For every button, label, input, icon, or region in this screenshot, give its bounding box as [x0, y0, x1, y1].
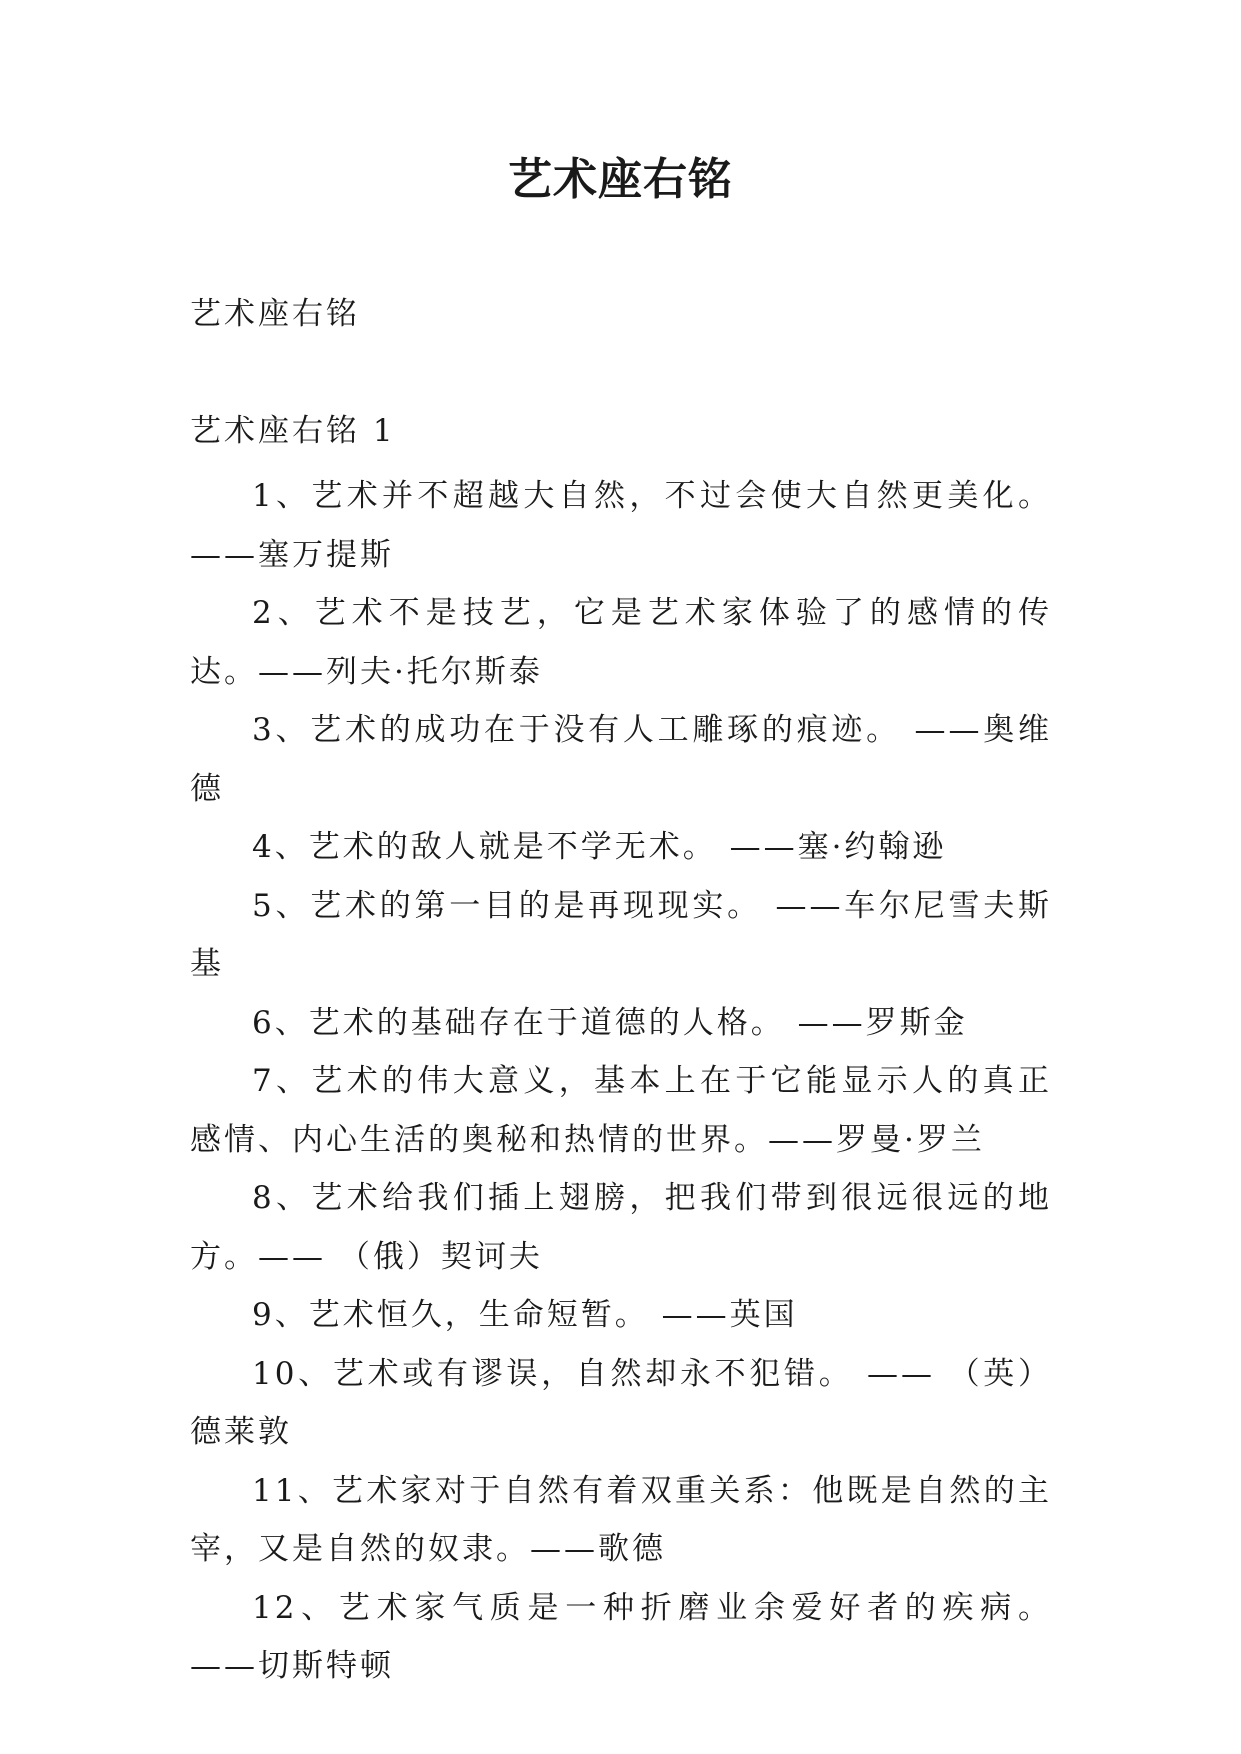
section-heading: 艺术座右铭 1: [190, 413, 396, 449]
quote-item: 12、艺术家气质是一种折磨业余爱好者的疾病。 ——切斯特顿: [190, 1589, 1052, 1684]
quote-item: 7、艺术的伟大意义，基本上在于它能显示人的真正感情、内心生活的奥秘和热情的世界。——罗曼·罗兰: [190, 1063, 1052, 1158]
quote-item: 1、艺术并不超越大自然，不过会使大自然更美化。——塞万提斯: [190, 478, 1052, 573]
quote-item: 3、艺术的成功在于没有人工雕琢的痕迹。 ——奥维德: [190, 712, 1052, 807]
quote-item: 9、艺术恒久，生命短暂。 ——英国: [252, 1297, 798, 1333]
quote-list: [190, 467, 1052, 1696]
document-subtitle: 艺术座右铭: [190, 296, 360, 332]
quote-item: 8、艺术给我们插上翅膀，把我们带到很远很远的地方。—— （俄）契诃夫: [190, 1180, 1052, 1275]
quote-item: 4、艺术的敌人就是不学无术。 ——塞·约翰逊: [252, 829, 947, 865]
quote-item: 5、艺术的第一目的是再现现实。 ——车尔尼雪夫斯基: [190, 887, 1052, 982]
quote-item: 10、艺术或有谬误，自然却永不犯错。 —— （英）德莱敦: [190, 1355, 1052, 1450]
document-title: 艺术座右铭: [508, 154, 733, 205]
quote-item: 6、艺术的基础存在于道德的人格。 ——罗斯金: [252, 1004, 968, 1041]
quote-item: 2、艺术不是技艺，它是艺术家体验了的感情的传达。——列夫·托尔斯泰: [190, 595, 1052, 690]
quote-item: 11、艺术家对于自然有着双重关系：他既是自然的主宰，又是自然的奴隶。——歌德: [190, 1472, 1052, 1567]
